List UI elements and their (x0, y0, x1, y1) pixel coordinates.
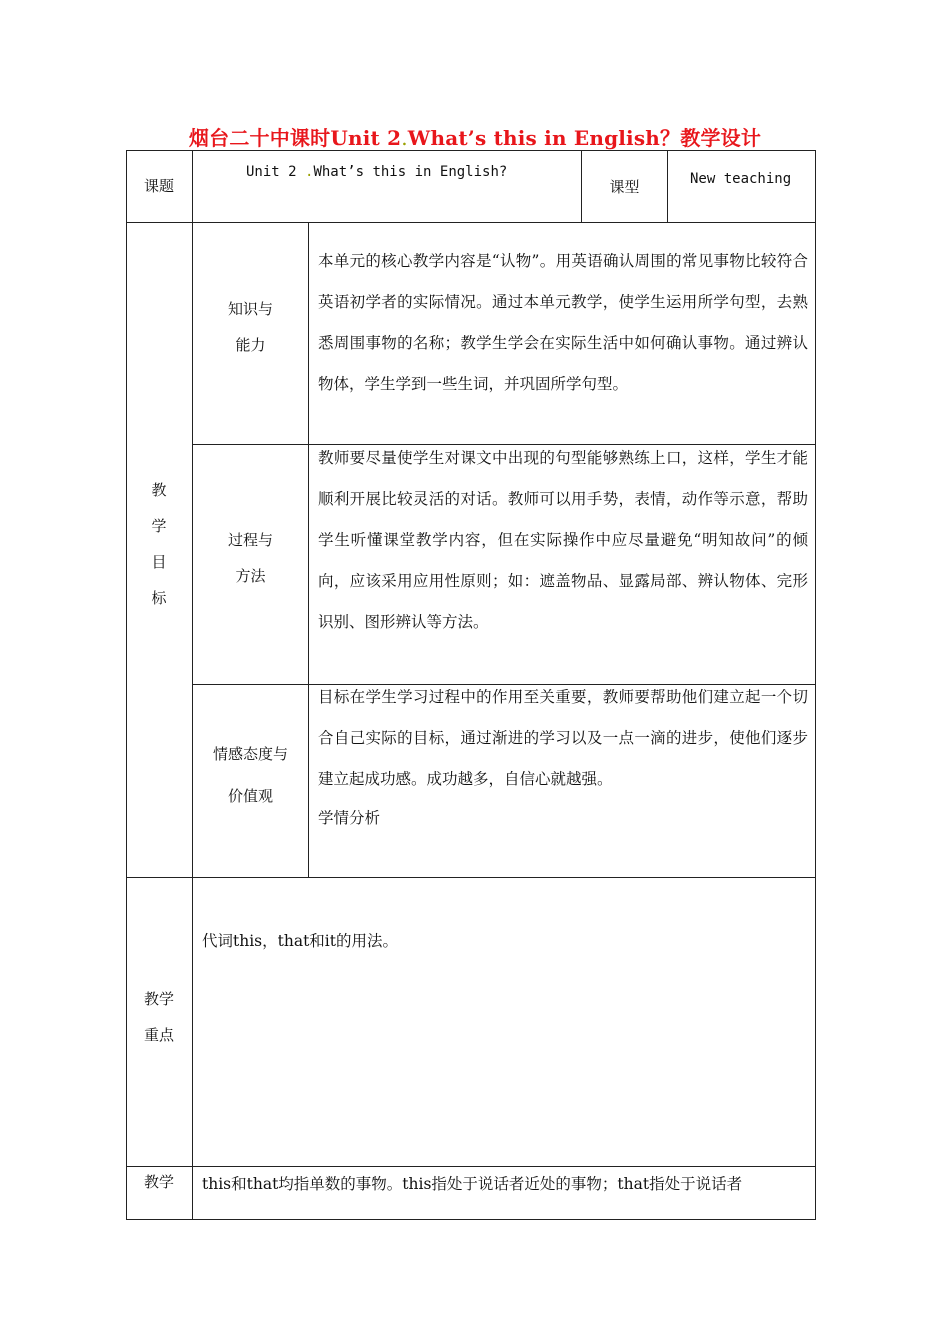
goals-label (126, 472, 192, 616)
keypoints-label-line2: 重点 (143, 1026, 174, 1044)
row-divider-topic (126, 222, 816, 223)
topic-value-dot: . (305, 164, 314, 180)
attitude-label-line1: 情感态度与 (212, 745, 288, 763)
type-value: New teaching (690, 171, 792, 187)
table-border-top (126, 150, 816, 151)
type-label: 课型 (609, 178, 640, 196)
difficult-label: 教学 (143, 1173, 174, 1191)
attitude-text: 目标在学生学习过程中的作用至关重要，教师要帮助他们建立起一个切合自己实际的目标，通过渐进的学习以及一点一滴的进步，使他们逐步建立起成功感。成功越多，自信心就越强。 (318, 688, 808, 788)
process-text: 教师要尽量使学生对课文中出现的句型能够熟练上口，这样，学生才能顺利开展比较灵活的对话。教师可以用手势，表情，动作等示意，帮助学生听懂课堂教学内容，但在实际操作中应尽量避免“明知故问”的倾向，应该采用应用性原则；如：遮盖物品、显露局部、辨认物体、完形识别、图形辨认等方法。 (318, 449, 808, 631)
goals-label-char-3: 目 (151, 553, 167, 571)
keypoints-label (126, 981, 192, 1053)
table-border-right (815, 150, 816, 1220)
row-divider-keypoints (126, 1166, 816, 1167)
topic-value-prefix: Unit 2 (246, 164, 297, 180)
knowledge-text: 本单元的核心教学内容是“认物”。用英语确认周围的常见事物比较符合英语初学者的实际情况。通过本单元教学，使学生运用所学句型，去熟悉周围事物的名称；教学生学会在实际生活中如何确认事物。通过辨认物体，学生学到一些生词，并巩固所学句型。 (318, 252, 808, 393)
process-label (193, 522, 308, 594)
keypoints-text: 代词this，that和it的用法。 (202, 932, 398, 950)
title-dot: . (401, 126, 408, 150)
row-divider-goals (126, 877, 816, 878)
difficult-text: this和that均指单数的事物。this指处于说话者近处的事物；that指处于说话者 (202, 1175, 743, 1193)
topic-label: 课题 (143, 177, 174, 195)
topic-value-suffix: What’s this in English? (313, 164, 508, 180)
goals-label-char-2: 学 (151, 517, 167, 535)
process-label-line2: 方法 (235, 567, 266, 585)
attitude-label (193, 733, 308, 817)
title-suffix: What’s this in English？教学设计 (407, 126, 762, 150)
keypoints-label-line1: 教学 (143, 990, 174, 1008)
table-border-left (126, 150, 127, 1220)
col-divider-type-value (667, 150, 668, 223)
title-prefix: 烟台二十中课时Unit 2 (188, 126, 402, 150)
knowledge-label-line1: 知识与 (227, 300, 273, 318)
goals-label-char-1: 教 (151, 481, 167, 499)
topic-value (246, 164, 507, 180)
knowledge-label (193, 291, 308, 363)
col-divider-subgoal (308, 222, 309, 878)
goals-label-char-4: 标 (151, 589, 167, 607)
learning-analysis-text: 学情分析 (318, 809, 381, 827)
process-label-line1: 过程与 (227, 531, 273, 549)
knowledge-label-line2: 能力 (235, 336, 266, 354)
table-border-bottom (126, 1219, 816, 1220)
attitude-label-line2: 价值观 (227, 787, 273, 805)
